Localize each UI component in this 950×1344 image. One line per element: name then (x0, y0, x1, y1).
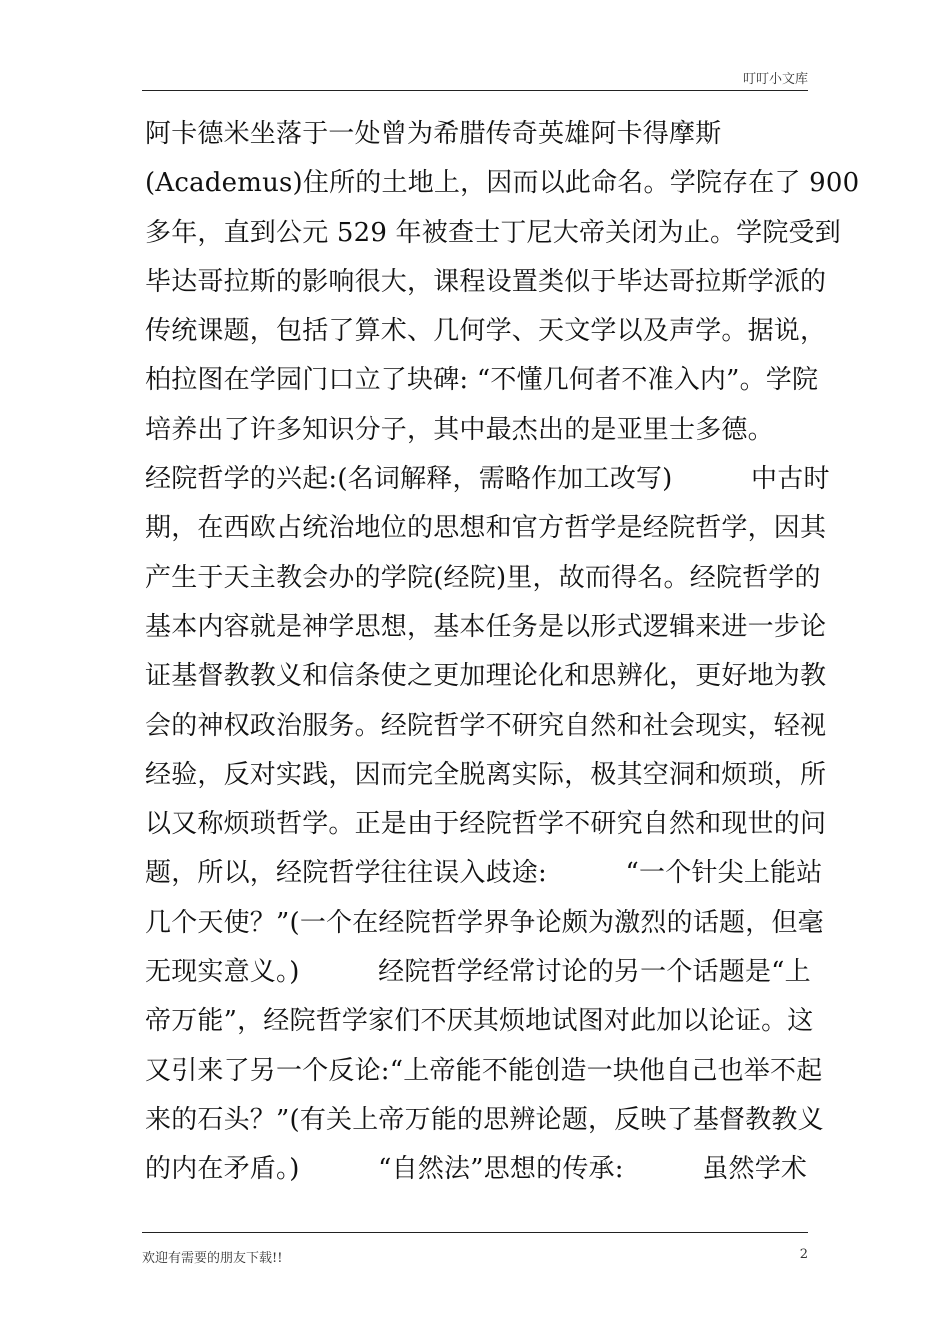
document-body (145, 110, 860, 1195)
text-line: 的内在矛盾。) “自然法”思想的传承: 虽然学术 (145, 1154, 808, 1185)
text-line: 期，在西欧占统治地位的思想和官方哲学是经院哲学，因其 (145, 513, 827, 544)
text-line: 产生于天主教会办的学院(经院)里，故而得名。经院哲学的 (145, 562, 821, 593)
text-line: 又引来了另一个反论:“上帝能不能创造一块他自己也举不起 (145, 1055, 823, 1086)
text-line: 经院哲学的兴起:(名词解释，需略作加工改写) 中古时 (145, 464, 830, 495)
text-line: 阿卡德米坐落于一处曾为希腊传奇英雄阿卡得摩斯 (145, 119, 722, 149)
text-line: 基本内容就是神学思想，基本任务是以形式逻辑来进一步论 (145, 611, 827, 642)
page-footer (142, 1232, 808, 1273)
text-line: 无现实意义。) 经院哲学经常讨论的另一个话题是“上 (145, 957, 811, 988)
text-line: 传统课题，包括了算术、几何学、天文学以及声学。据说， (145, 316, 827, 347)
text-line: 证基督教教义和信条使之更加理论化和思辨化，更好地为教 (145, 661, 827, 692)
text-line: 帝万能”，经院哲学家们不厌其烦地试图对此加以论证。这 (145, 1006, 814, 1037)
text-line: (Academus)住所的土地上，因而以此命名。学院存在了 900 (145, 168, 860, 199)
text-line: 来的石头？”(有关上帝万能的思辨论题，反映了基督教教义 (145, 1104, 824, 1135)
text-line: 以又称烦琐哲学。正是由于经院哲学不研究自然和现世的问 (145, 809, 827, 840)
text-line: 题，所以，经院哲学往往误入歧途: “一个针尖上能站 (145, 858, 823, 889)
text-line: 多年，直到公元 529 年被查士丁尼大帝关闭为止。学院受到 (145, 217, 841, 248)
text-line: 会的神权政治服务。经院哲学不研究自然和社会现实，轻视 (145, 710, 827, 741)
text-line: 毕达哥拉斯的影响很大，课程设置类似于毕达哥拉斯学派的 (145, 266, 827, 297)
text-line: 经验，反对实践，因而完全脱离实际，极其空洞和烦琐，所 (145, 759, 827, 790)
header-title: 叮叮小文库 (742, 72, 808, 87)
text-line: 培养出了许多知识分子，其中最杰出的是亚里士多德。 (145, 414, 774, 445)
footer-note: 欢迎有需要的朋友下载!! (142, 1251, 283, 1266)
page-header (142, 66, 808, 91)
text-line: 柏拉图在学园门口立了块碑: “不懂几何者不准入内”。学院 (145, 365, 819, 396)
page-number: 2 (799, 1247, 808, 1262)
text-line: 几个天使？”(一个在经院哲学界争论颇为激烈的话题，但毫 (145, 907, 824, 938)
